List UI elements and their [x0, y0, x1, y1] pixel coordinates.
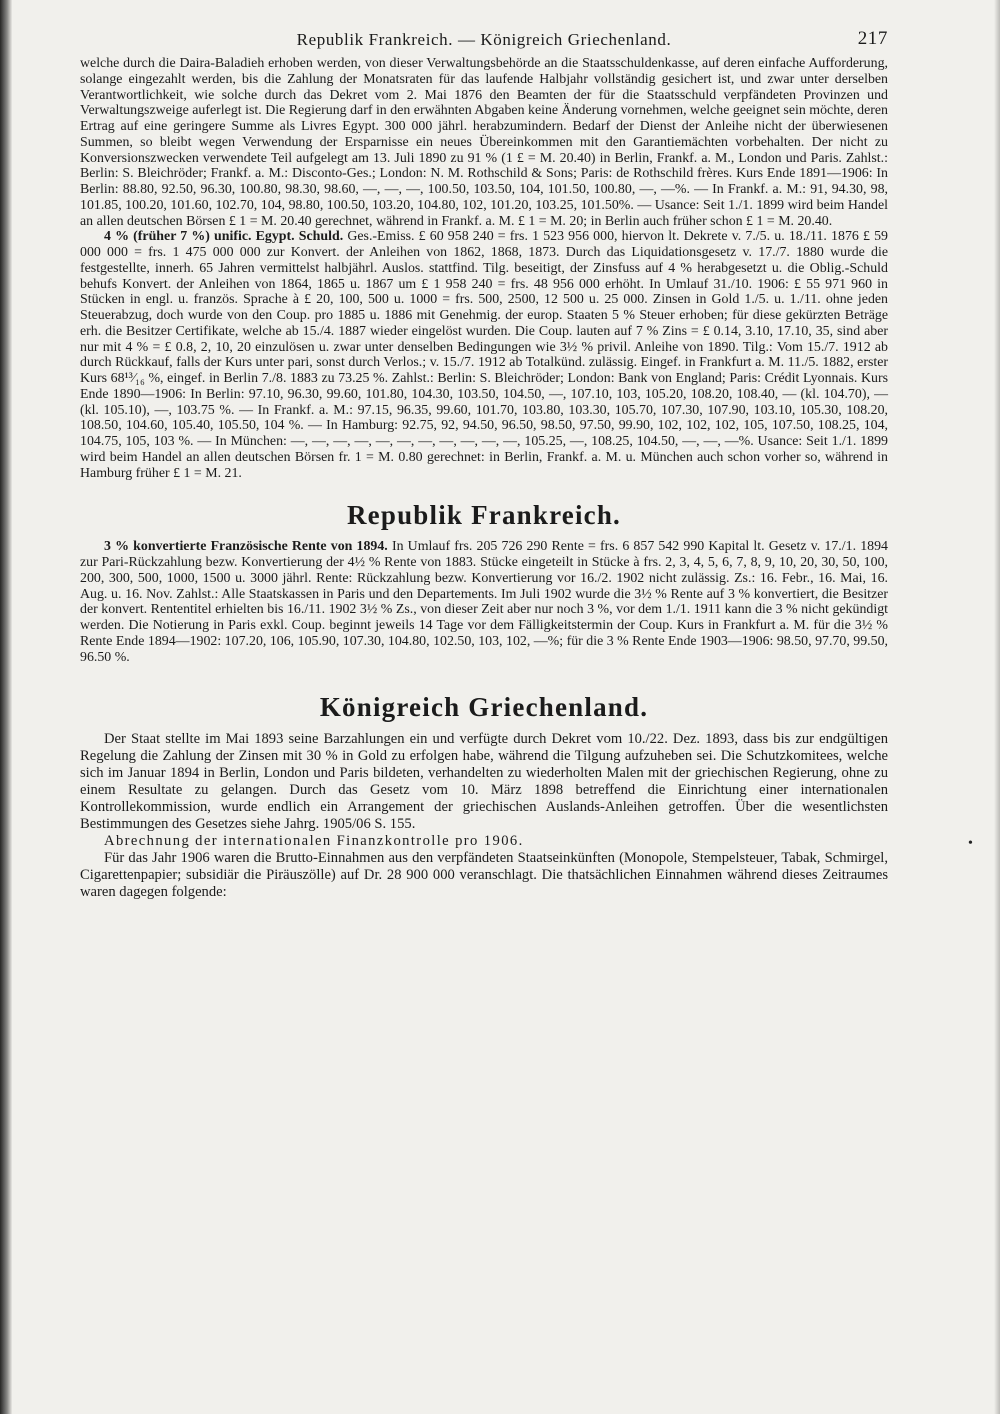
paragraph-greece-intro: Der Staat stellte im Mai 1893 seine Barzahlungen ein und verfügte durch Dekret vom 10./22. Dez. 1893, dass bis zur endgültigen Regelung die Zahlung der Zinsen mit 30 % in Gold zu erfolgen habe, während die Tilgung aufzuheben sei. Die Schutzkomitees, welche sich im Januar 1894 in Berlin, London und Paris bildeten, verhandelten zu wiederholten Malen mit der griechischen Regierung, ohne zu einem Resultate zu gelangen. Durch das Gesetz vom 10. März 1898 betreffend die Einrichtung einer internationalen Kontrollekommission, wurde endlich ein Arrangement der griechischen Auslands-Anleihen getroffen. Über die wesentlichsten Bestimmungen des Gesetzes siehe Jahrg. 1905/06 S. 155.	[80, 731, 888, 833]
bond-title: 3 % konvertierte Französische Rente von 1894.	[104, 539, 388, 555]
running-title: Republik Frankreich. — Königreich Griechenland.	[296, 30, 672, 49]
bond-description: In Umlauf frs. 205 726 290 Rente = frs. 6 857 542 990 Kapital lt. Gesetz v. 17./1. 1894 zur Pari-Rückzahlung bezw. Konvertierung der 4½ % Rente von 1883. Stücke eingeteilt in Stücke à frs. 2, 3, 4, 5, 6, 7, 8, 9, 10, 20, 30, 50, 100, 200, 300, 500, 1000, 1500 u. 3000 jährl. Rente: Rückzahlung bezw. Konvertierung vor 16./2. 1902 nicht zulässig. Zs.: 16. Febr., 16. Mai, 16. Aug. u. 16. Nov. Zahlst.: Alle Staatskassen in Paris und den Departements. Im Juli 1902 wurde die 3½ % Rente auf 3 % konvertiert, die Besitzer der konvert. Rententitel erhielten bis 16./11. 1902 3½ % Zs., von dieser Zeit aber nur noch 3 %, vor dem 1./1. 1911 kann die 3 % nicht gekündigt werden. Die Notierung in Paris exkl. Coup. beginnt jeweils 14 Tage vor dem Fälligkeitstermin der Coup. Kurs in Frankfurt a. M. für die 3½ % Rente Ende 1894—1902: 107.20, 106, 105.90, 107.30, 104.80, 102.50, 103, 102, —%; für die 3 % Rente Ende 1903—1906: 98.50, 97.70, 99.50, 96.50 %.	[80, 539, 888, 665]
paragraph-egypt-continued: welche durch die Daira-Baladieh erhoben werden, von dieser Verwaltungsbehörde an die Staatsschuldenkasse, auf deren einfache Aufforderung, solange eingezahlt werden, bis die Zahlung der Monatsraten für das laufende Halbjahr vollständig gesichert ist, und zwar unter derselben Verantwortlichkeit, wie solche durch das Dekret vom 2. Mai 1876 den Beamten der für die Staatsschuld verpfändeten Provinzen und Verwaltungszweige auferlegt ist. Die Regierung darf in den erwähnten Abgaben keine Änderung vornehmen, welche geeignet sein möchte, deren Ertrag auf eine geringere Summe als Livres Egypt. 300 000 jährl. herabzumindern. Bedarf der Dienst der Anleihe nicht der überwiesenen Summen, so bleibt wegen Verwendung der Ersparnisse ein neues Übereinkommen mit den Garantiemächten vorbehalten. Der nicht zu Konversionszwecken verwendete Teil aufgelegt am 13. Juli 1890 zu 91 % (1 £ = M. 20.40) in Berlin, Frankf. a. M., London und Paris. Zahlst.: Berlin: S. Bleichröder; Frankf. a. M.: Disconto-Ges.; London: N. M. Rothschild & Sons; Paris: de Rothschild frères. Kurs Ende 1891—1906: In Berlin: 88.80, 92.50, 96.30, 100.80, 98.30, 98.60, —, —, —, 100.50, 103.50, 104, 101.50, 100.80, —, —%. — In Frankf. a. M.: 91, 94.30, 98, 101.85, 100.20, 101.60, 102.70, 104, 98.80, 100.50, 103.20, 104.80, 102, 101.20, 103.25, 101.50%. — Usance: Seit 1./1. 1899 wird beim Handel an allen deutschen Börsen £ 1 = M. 20.40 gerechnet, während in Frankf. a. M. £ 1 = M. 20; in Berlin auch früher schon £ 1 = M. 20.40.	[80, 56, 888, 229]
document-page	[80, 26, 888, 901]
paragraph-unified-egypt-debt	[80, 229, 888, 481]
scan-page-edge	[994, 0, 1000, 1414]
subheading-finance-control: Abrechnung der internationalen Finanzkontrolle pro 1906.	[104, 833, 524, 850]
bond-description: Ges.-Emiss. £ 60 958 240 = frs. 1 523 956 000, hiervon lt. Dekrete v. 7./5. u. 18./11. 1876 £ 59 000 000 = frs. 1 475 000 000 zur Konvert. der Anleihen von 1862, 1868, 1873. Durch das Liquidationsgesetz v. 17./7. 1880 wurde die festgestellte, innerh. 65 Jahren vermittelst halbjährl. Auslos. stattfind. Tilg. beseitigt, der Zinsfuss auf 4 % herabgesetzt u. die Oblig.-Schuld behufs Konvert. der Anleihen von 1864, 1865 u. 1867 um £ 1 958 240 = frs. 48 956 000 erhöht. In Umlauf 31./10. 1906: £ 55 971 960 in Stücken in engl. u. französ. Sprache à £ 20, 100, 500 u. 1000 = frs. 500, 2500, 12 500 u. 25 000. Zinsen in Gold 1./5. u. 1./11. ohne jeden Steuerabzug, doch wurde von den Coup. pro 1885 u. 1886 mit Genehmig. der europ. Staaten 5 % Steuer erhoben; für diese gekürzten Beträge erh. die Besitzer Certifikate, welche ab 15./4. 1887 wieder eingelöst wurden. Die Coup. lauten auf 7 % Zins = £ 0.14, 3.10, 17.10, 35, sind aber nur mit 4 % = £ 0.8, 2, 10, 20 einzulösen u. zwar unter denselben Bedingungen wie 3½ % privil. Anleihe von 1890. Tilg.: Vom 15./7. 1912 ab durch Rückkauf, falls der Kurs unter pari, sonst durch Verlos.; v. 15./7. 1912 ab Totalkünd. zulässig. Eingef. in Frankfurt a. M. 11./5. 1882, erster Kurs 68¹³⁄₁₆ %, eingef. in Berlin 7./8. 1883 zu 73.25 %. Zahlst.: Berlin: S. Bleichröder; London: Bank von England; Paris: Crédit Lyonnais. Kurs Ende 1890—1906: In Berlin: 97.10, 96.30, 99.60, 101.80, 104.30, 103.50, 104.50, —, 107.10, 103, 105.20, 108.20, 108.40, — (kl. 104.70), — (kl. 105.10), —, 103.75 %. — In Frankf. a. M.: 97.15, 96.35, 99.60, 101.70, 103.80, 103.30, 105.70, 107.30, 107.90, 103.10, 105.30, 108.20, 108.50, 104.60, 105.40, 105.50, 104 %. — In Hamburg: 92.75, 92, 94.50, 96.50, 98.50, 97.50, 99.90, 102, 102, 102, 105, 107.50, 108.25, 104, 104.75, 105, 103 %. — In München: —, —, —, —, —, —, —, —, —, —, —, 105.25, —, 108.25, 104.50, —, —, —%. Usance: Seit 1./1. 1899 wird beim Handel an allen deutschen Börsen fr. 1 = M. 0.80 gerechnet: in Berlin, Frankf. a. M. u. München auch schon vorher so, während in Hamburg früher £ 1 = M. 21.	[80, 229, 888, 481]
margin-mark: •	[968, 836, 973, 851]
running-head	[80, 26, 888, 56]
bond-title: 4 % (früher 7 %) unific. Egypt. Schuld.	[104, 229, 344, 245]
heading-greece: Königreich Griechenland.	[319, 692, 649, 723]
paragraph-french-rente	[80, 539, 888, 665]
page-number: 217	[857, 28, 888, 49]
scan-binding-shadow	[0, 0, 12, 1414]
paragraph-greece-revenues: Für das Jahr 1906 waren die Brutto-Einnahmen aus den verpfändeten Staatseinkünften (Monopole, Stempelsteuer, Tabak, Schmirgel, Cigarettenpapier; subsidiär die Piräuszölle) auf Dr. 28 900 000 veranschlagt. Die thatsächlichen Einnahmen während dieses Zeitraumes waren dagegen folgende:	[80, 850, 888, 901]
heading-france: Republik Frankreich.	[346, 500, 622, 531]
